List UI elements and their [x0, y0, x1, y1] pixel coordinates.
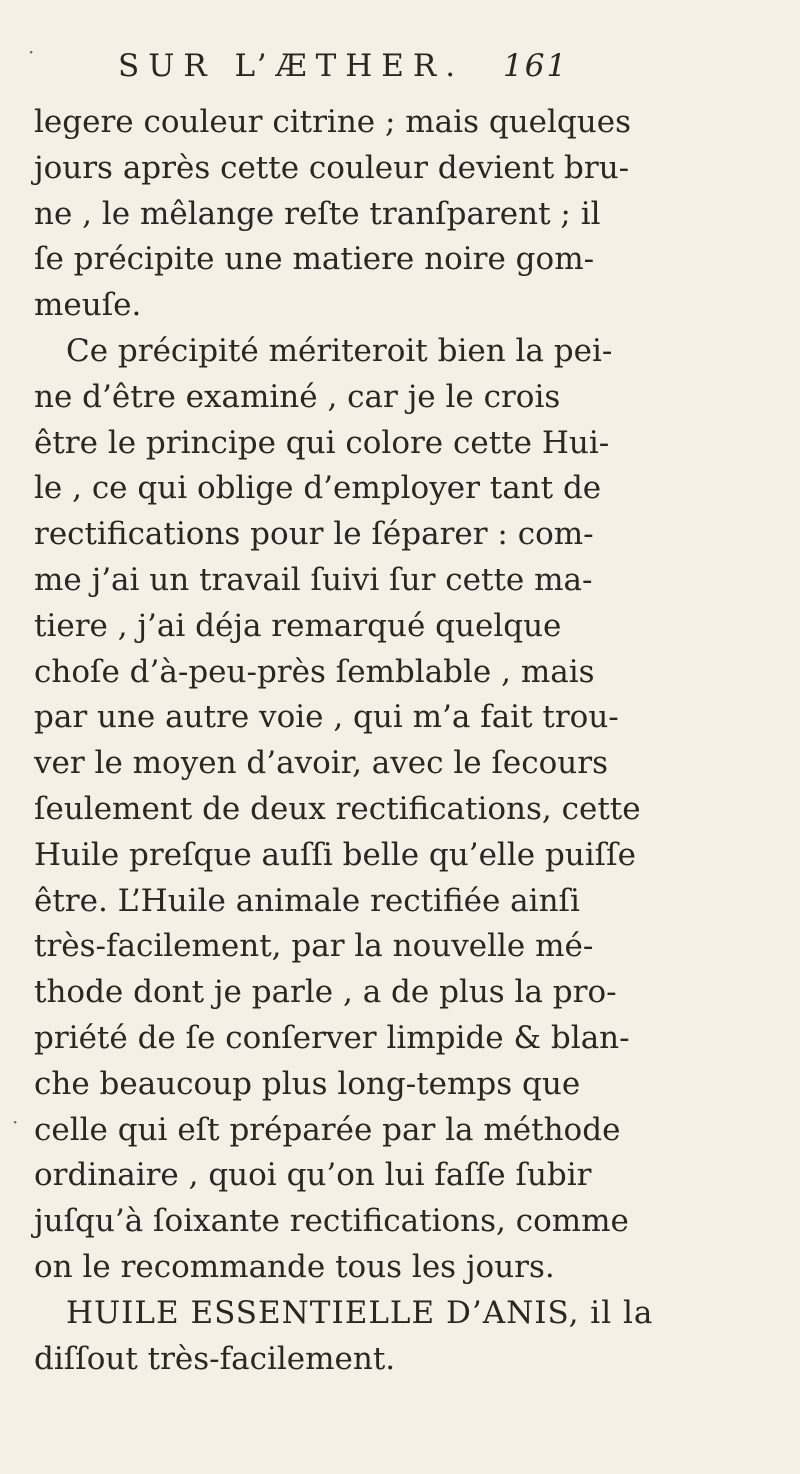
page-number: 161 [503, 48, 569, 84]
text-line: être le principe qui colore cette Hui- [34, 424, 610, 461]
paragraph-start-line: HUILE ESSENTIELLE D’ANIS, il la [66, 1294, 654, 1331]
paper-speck: · [28, 40, 35, 64]
page-header [118, 48, 578, 98]
text-line: jours après cette couleur devient bru- [34, 149, 630, 186]
text-line: ver le moyen d’avoir, avec le ſecours [34, 745, 608, 782]
text-line: thode dont je parle , a de plus la pro- [34, 974, 617, 1011]
text-body [34, 100, 654, 1382]
text-line: ne d’être examiné , car je le crois [34, 378, 561, 415]
text-line: che beaucoup plus long-temps que [34, 1065, 581, 1102]
text-line: ſe précipite une matiere noire gom- [34, 241, 595, 278]
text-line: juſqu’à ſoixante rectifications, comme [34, 1203, 629, 1240]
text-line: choſe d’à-peu-près ſemblable , mais [34, 653, 595, 690]
paper-speck: · [12, 1110, 19, 1134]
text-line: ſeulement de deux rectifications, cette [34, 790, 641, 827]
text-line: me j’ai un travail ſuivi ſur cette ma- [34, 561, 593, 598]
text-line: Huile preſque auſſi belle qu’elle puiſſe [34, 836, 636, 873]
text-line: ne , le mêlange reſte tranſparent ; il [34, 195, 601, 232]
text-line: le , ce qui oblige d’employer tant de [34, 470, 602, 507]
text-line: très-facilement, par la nouvelle mé- [34, 928, 594, 965]
text-line: on le recommande tous les jours. [34, 1248, 555, 1285]
running-title: SUR L’ÆTHER. [118, 48, 465, 84]
text-line: par une autre voie , qui m’a fait trou- [34, 699, 619, 736]
text-line: legere couleur citrine ; mais quelques [34, 104, 631, 140]
text-line: diſſout très-facilement. [34, 1340, 396, 1377]
text-line: être. L’Huile animale rectifiée ainſi [34, 882, 580, 919]
text-line: ordinaire , quoi qu’on lui faſſe ſubir [34, 1157, 592, 1194]
text-line: rectifications pour le ſéparer : com- [34, 516, 594, 553]
paragraph-start-line: Ce précipité mériteroit bien la pei- [66, 332, 613, 369]
text-line: priété de ſe conſerver limpide & blan- [34, 1019, 630, 1056]
text-line: tiere , j’ai déja remarqué quelque [34, 607, 562, 644]
text-line: meuſe. [34, 287, 142, 324]
text-line: celle qui eſt préparée par la méthode [34, 1111, 621, 1148]
